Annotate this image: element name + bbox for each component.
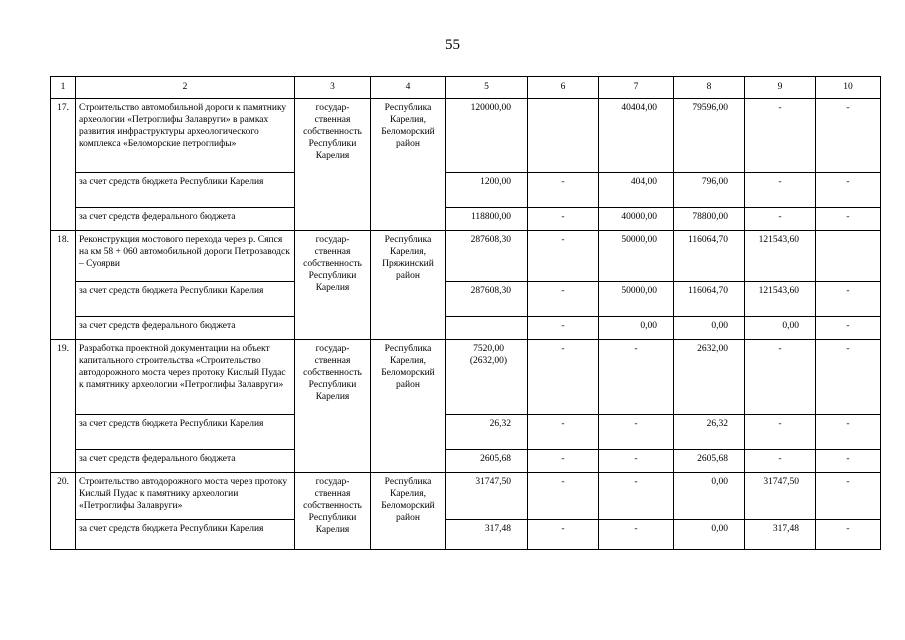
cell-col7: -: [599, 450, 674, 473]
cell-col9: -: [745, 173, 816, 208]
cell-col7: -: [599, 415, 674, 450]
location: Республика Карелия, Беломорский район: [371, 99, 446, 231]
cell-col7: -: [599, 340, 674, 415]
cell-col7: 0,00: [599, 317, 674, 340]
cell-col7: 40000,00: [599, 208, 674, 231]
cell-col10: -: [816, 473, 881, 520]
cell-col9: 0,00: [745, 317, 816, 340]
cell-col6: -: [528, 317, 599, 340]
cell-col9: -: [745, 340, 816, 415]
cell-col9: 121543,60: [745, 231, 816, 282]
cell-col5: 120000,00: [446, 99, 528, 173]
item-name: Строительство автомобильной дороги к памятнику археологии «Петроглифы Залавруги» в рамках развития инфраструктуры археологического комплекса «Беломорские петроглифы»: [76, 99, 295, 173]
table-row: [51, 415, 881, 450]
cell-col8: 796,00: [674, 173, 745, 208]
item-number: 18.: [51, 231, 76, 340]
location: Республика Карелия, Беломорский район: [371, 340, 446, 473]
column-number-row: [51, 77, 881, 99]
cell-col9: -: [745, 99, 816, 173]
budget-table: [50, 76, 881, 550]
item-name: за счет средств федерального бюджета: [76, 208, 295, 231]
ownership: государ-ственная собственность Республики Карелия: [295, 340, 371, 473]
column-header: 2: [76, 77, 295, 99]
cell-col5: 287608,30: [446, 231, 528, 282]
cell-col9: -: [745, 208, 816, 231]
cell-col6: -: [528, 208, 599, 231]
cell-col5: 26,32: [446, 415, 528, 450]
table-row: [51, 282, 881, 317]
cell-col5: 118800,00: [446, 208, 528, 231]
column-header: 8: [674, 77, 745, 99]
cell-col5: 2605,68: [446, 450, 528, 473]
cell-col10: -: [816, 208, 881, 231]
cell-col7: 40404,00: [599, 99, 674, 173]
cell-col5: [446, 317, 528, 340]
cell-col7: -: [599, 473, 674, 520]
column-header: 6: [528, 77, 599, 99]
item-name: за счет средств федерального бюджета: [76, 450, 295, 473]
cell-col5: 1200,00: [446, 173, 528, 208]
cell-col10: -: [816, 317, 881, 340]
item-name: за счет средств федерального бюджета: [76, 317, 295, 340]
cell-col5: 287608,30: [446, 282, 528, 317]
cell-col8: 2632,00: [674, 340, 745, 415]
location: Республика Карелия, Пряжинский район: [371, 231, 446, 340]
ownership: государ-ственная собственность Республики Карелия: [295, 473, 371, 550]
column-header: 9: [745, 77, 816, 99]
table-row: [51, 473, 881, 520]
cell-col10: -: [816, 99, 881, 173]
cell-col5: 7520,00 (2632,00): [446, 340, 528, 415]
cell-col8: 0,00: [674, 473, 745, 520]
cell-col8: 0,00: [674, 317, 745, 340]
cell-col10: -: [816, 282, 881, 317]
cell-col6: -: [528, 231, 599, 282]
cell-col9: 317,48: [745, 520, 816, 550]
table-row: [51, 208, 881, 231]
column-header: 5: [446, 77, 528, 99]
cell-col7: 50000,00: [599, 231, 674, 282]
cell-col6: [528, 99, 599, 173]
column-header: 4: [371, 77, 446, 99]
column-header: 7: [599, 77, 674, 99]
item-number: 19.: [51, 340, 76, 473]
cell-col10: -: [816, 450, 881, 473]
item-name: за счет средств бюджета Республики Карелия: [76, 415, 295, 450]
cell-col6: -: [528, 415, 599, 450]
cell-col6: -: [528, 173, 599, 208]
cell-col8: 26,32: [674, 415, 745, 450]
cell-col9: 121543,60: [745, 282, 816, 317]
cell-col5: 31747,50: [446, 473, 528, 520]
column-header: 3: [295, 77, 371, 99]
cell-col6: -: [528, 520, 599, 550]
cell-col10: -: [816, 173, 881, 208]
item-number: 20.: [51, 473, 76, 550]
cell-col6: -: [528, 473, 599, 520]
item-name: за счет средств бюджета Республики Карелия: [76, 520, 295, 550]
cell-col7: -: [599, 520, 674, 550]
cell-col10: -: [816, 520, 881, 550]
item-name: Реконструкция мостового перехода через р. Сяпся на км 58 + 060 автомобильной дороги Петрозаводск – Суоярви: [76, 231, 295, 282]
cell-col7: 404,00: [599, 173, 674, 208]
column-header: 1: [51, 77, 76, 99]
item-name: Разработка проектной документации на объект капитального строительства «Строительство автодорожного моста через протоку Кислый Пудас к памятнику археологии «Петроглифы Залавруги»: [76, 340, 295, 415]
item-name: за счет средств бюджета Республики Карелия: [76, 282, 295, 317]
ownership: государ-ственная собственность Республики Карелия: [295, 231, 371, 340]
cell-col8: 79596,00: [674, 99, 745, 173]
cell-col7: 50000,00: [599, 282, 674, 317]
cell-col9: -: [745, 450, 816, 473]
cell-col9: -: [745, 415, 816, 450]
table-row: [51, 520, 881, 550]
cell-col8: 0,00: [674, 520, 745, 550]
cell-col8: 116064,70: [674, 231, 745, 282]
column-header: 10: [816, 77, 881, 99]
cell-col6: -: [528, 450, 599, 473]
cell-col5: 317,48: [446, 520, 528, 550]
cell-col9: 31747,50: [745, 473, 816, 520]
cell-col6: -: [528, 282, 599, 317]
cell-col8: 2605,68: [674, 450, 745, 473]
cell-col8: 116064,70: [674, 282, 745, 317]
cell-col10: [816, 231, 881, 282]
item-number: 17.: [51, 99, 76, 231]
cell-col10: -: [816, 340, 881, 415]
table-row: [51, 173, 881, 208]
location: Республика Карелия, Беломорский район: [371, 473, 446, 550]
table-row: [51, 450, 881, 473]
cell-col6: -: [528, 340, 599, 415]
item-name: Строительство автодорожного моста через протоку Кислый Пудас к памятнику археологии «Петроглифы Залавруги»: [76, 473, 295, 520]
table-row: [51, 340, 881, 415]
cell-col8: 78800,00: [674, 208, 745, 231]
page-number: 55: [445, 37, 460, 53]
table-row: [51, 231, 881, 282]
cell-col10: -: [816, 415, 881, 450]
table-row: [51, 99, 881, 173]
item-name: за счет средств бюджета Республики Карелия: [76, 173, 295, 208]
ownership: государ-ственная собственность Республики Карелия: [295, 99, 371, 231]
table-row: [51, 317, 881, 340]
